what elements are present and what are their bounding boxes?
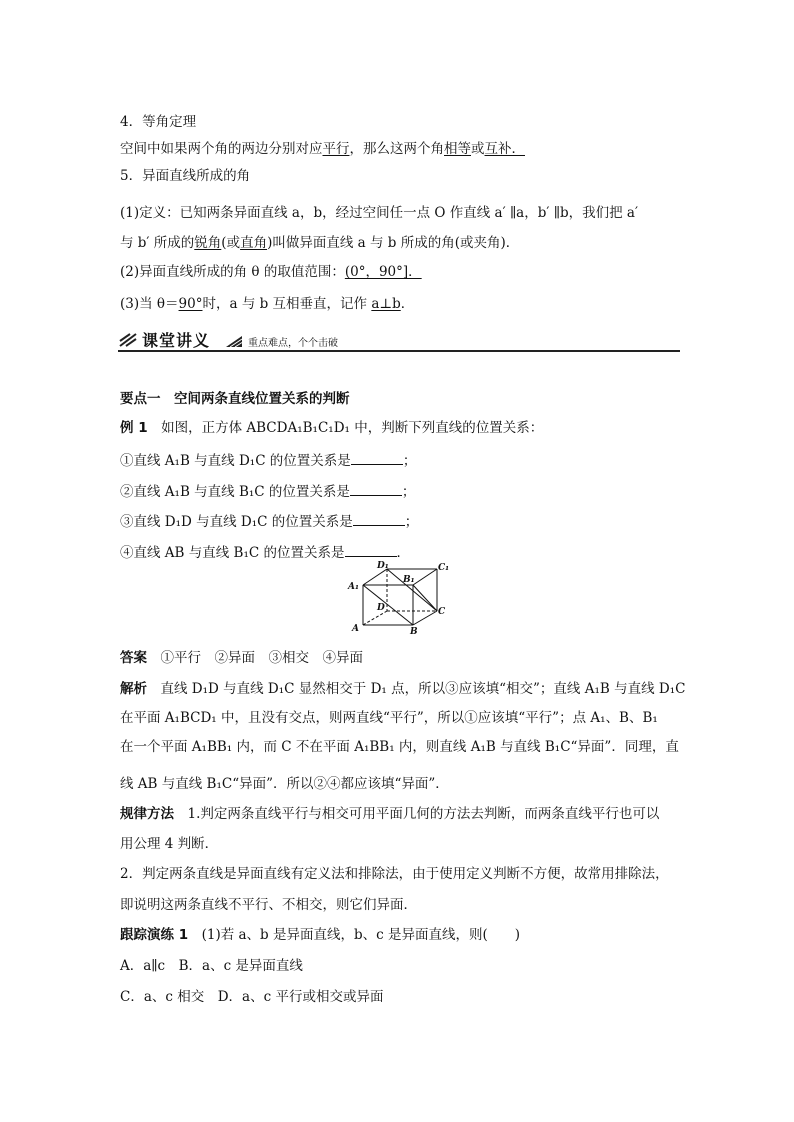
answer-underline: 平行 <box>322 141 350 157</box>
text: ④直线 AB 与直线 B₁C 的位置关系是 <box>120 545 345 561</box>
answer-underline: 互补． <box>484 141 525 157</box>
method-line-3: 2．判定两条直线是异面直线有定义法和排除法，由于使用定义判断不方便，故常用排除法， <box>120 866 669 882</box>
cube-figure <box>345 559 450 634</box>
answer-blank <box>345 542 397 557</box>
method-line-4: 即说明这两条直线不平行、不相交，则它们异面． <box>120 897 417 913</box>
text: (1)若 a、b 是异面直线，b、c 是异面直线，则( ) <box>188 927 521 943</box>
answer-blank <box>353 511 405 526</box>
banner-title: 课堂讲义 <box>142 331 211 350</box>
edge-ad <box>363 611 387 625</box>
text: 如图，正方体 ABCDA₁B₁C₁D₁ 中，判断下列直线的位置关系： <box>147 420 544 436</box>
text: ． <box>400 296 415 312</box>
label-d: D <box>377 603 385 613</box>
answer-text: ①平行 ②异面 ③相交 ④异面 <box>147 650 363 666</box>
method-line-1 <box>120 804 680 824</box>
text: ①直线 A₁B 与直线 D₁C 的位置关系是 <box>120 453 351 469</box>
perpendicular-line <box>120 294 680 314</box>
label-d1: D₁ <box>377 561 389 571</box>
analysis-label: 解析 <box>120 681 147 697</box>
banner-rule <box>118 350 680 352</box>
text: (2)异面直线所成的角 θ 的取值范围： <box>120 264 345 280</box>
answer-underline: 直角 <box>240 235 268 251</box>
practice-question <box>120 925 680 945</box>
text: 时，a 与 b 互相垂直，记作 <box>202 296 372 312</box>
text: ③直线 D₁D 与直线 D₁C 的位置关系是 <box>120 514 353 530</box>
example-stem <box>120 418 680 438</box>
stripe-decoration-icon <box>224 334 244 348</box>
label-a1: A₁ <box>348 582 359 592</box>
label-a: A <box>352 624 359 634</box>
label-b1: B₁ <box>403 575 415 585</box>
answer-underline: 90° <box>178 296 203 312</box>
definition-line-2 <box>120 233 680 253</box>
section-4-body <box>120 139 680 159</box>
method-line-2: 用公理 4 判断． <box>120 836 219 852</box>
label-b: B <box>410 627 418 634</box>
text: (或 <box>221 235 241 251</box>
answer-label: 答案 <box>120 650 147 666</box>
stripe-decoration-icon <box>118 332 138 348</box>
edge-b1c1 <box>413 569 437 585</box>
text: ； <box>404 514 419 530</box>
text: 与 b′ 所成的 <box>120 235 195 251</box>
answer-blank <box>351 450 403 465</box>
analysis-line-1 <box>120 679 686 699</box>
angle-range <box>120 262 680 282</box>
text: 空间中如果两个角的两边分别对应 <box>120 141 323 157</box>
practice-label: 跟踪演练 1 <box>120 927 189 943</box>
text: (3)当 θ＝ <box>120 296 179 312</box>
answer-underline: 锐角 <box>194 235 222 251</box>
example-question-1 <box>120 450 680 471</box>
text: 1.判定两条直线平行与相交可用平面几何的方法去判断，而两条直线平行也可以 <box>174 806 660 822</box>
section-4-heading: 4．等角定理 <box>120 114 197 130</box>
diag-a1b <box>363 585 413 625</box>
method-label: 规律方法 <box>120 806 174 822</box>
answer-blank <box>350 481 402 496</box>
answer-underline: 相等 <box>444 141 471 157</box>
edge-a1d1 <box>363 569 387 585</box>
label-c1: C₁ <box>438 563 450 573</box>
example-question-3 <box>120 511 680 532</box>
edge-bc <box>413 611 437 625</box>
example-label: 例 1 <box>120 420 148 436</box>
text: )叫做异面直线 a 与 b 所成的角(或夹角)． <box>267 235 520 251</box>
answer-line <box>120 648 680 668</box>
section-banner <box>118 326 680 354</box>
text: 或 <box>471 141 485 157</box>
definition-line-1: (1)定义：已知两条异面直线 a，b，经过空间任一点 O 作直线 a′ ∥a，b′ ∥b，我们把 a′ <box>120 205 639 221</box>
answer-underline: (0°，90°]． <box>344 264 422 280</box>
analysis-line-3: 在一个平面 A₁BB₁ 内，而 C 不在平面 A₁BB₁ 内，则直线 A₁B 与直线 B₁C“异面”．同理，直 <box>120 739 679 755</box>
section-5-heading: 5．异面直线所成的角 <box>120 168 251 184</box>
text: ． <box>396 545 410 561</box>
diag-b1c <box>413 585 437 611</box>
text: 直线 D₁D 与直线 D₁C 显然相交于 D₁ 点，所以③应该填“相交”；直线 A₁B 与直线 D₁C <box>147 681 686 697</box>
text: ②直线 A₁B 与直线 B₁C 的位置关系是 <box>120 484 350 500</box>
text: ，那么这两个角 <box>349 141 444 157</box>
practice-options-cd: C．a、c 相交 D．a、c 平行或相交或异面 <box>120 989 384 1005</box>
example-question-2 <box>120 481 680 502</box>
text: ； <box>401 484 416 500</box>
key-point-heading: 要点一 空间两条直线位置关系的判断 <box>120 391 350 407</box>
practice-options-ab: A．a∥c B．a、c 是异面直线 <box>120 958 303 974</box>
answer-underline: a⊥b <box>371 296 401 312</box>
label-c: C <box>438 607 446 617</box>
banner-subtitle: 重点难点，个个击破 <box>248 338 338 349</box>
analysis-line-2: 在平面 A₁BCD₁ 中，且没有交点，则两直线“平行”，所以①应该填“平行”；点 A₁、B、B₁ <box>120 710 658 726</box>
text: ； <box>402 453 417 469</box>
analysis-line-4: 线 AB 与直线 B₁C“异面”．所以②④都应该填“异面”． <box>120 776 449 792</box>
